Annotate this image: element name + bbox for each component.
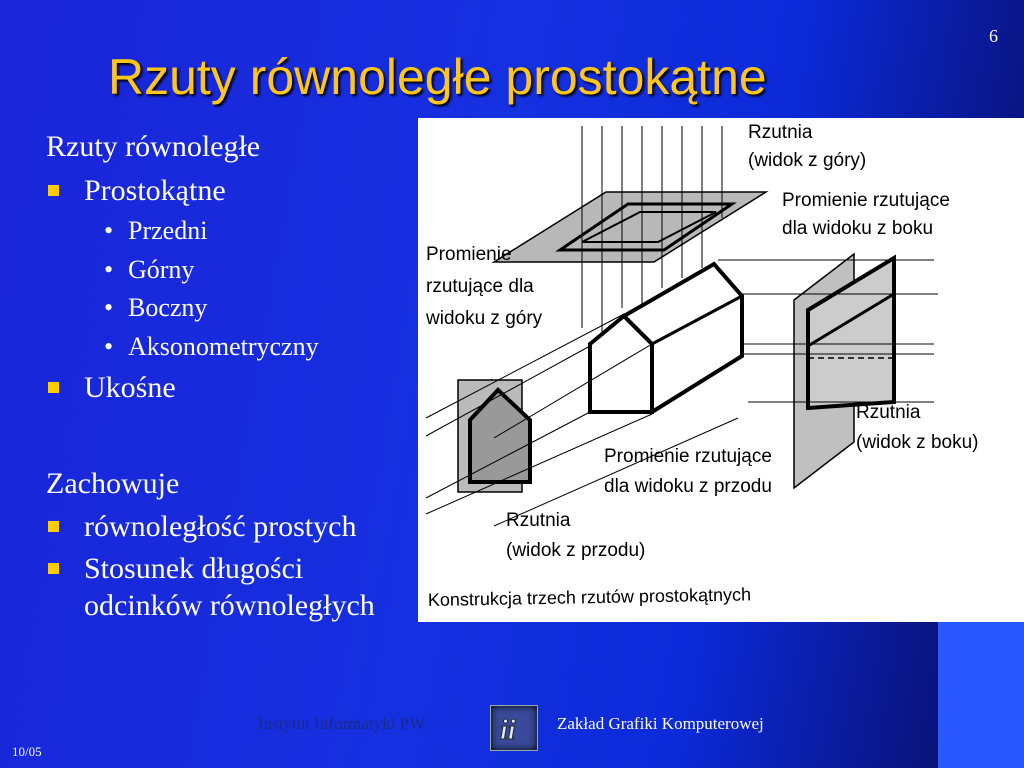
bullet-item: Stosunek długości odcinków równoległych (46, 550, 426, 625)
footer-department: Zakład Grafiki Komputerowej (557, 714, 764, 733)
square-bullet-icon (48, 521, 59, 532)
sub-bullet-item: • Górny (46, 254, 426, 287)
institute-logo (490, 705, 538, 751)
bullet-item: równoległość prostych (46, 508, 426, 546)
logo-text: ii (500, 715, 516, 746)
bullet-item: Ukośne (46, 369, 426, 407)
heading-parallel: Rzuty równoległe (46, 130, 261, 163)
dot-bullet-icon: • (104, 293, 114, 322)
corner-decoration (938, 622, 1024, 768)
slide-title: Rzuty równoległe prostokątne (108, 49, 767, 105)
label-front-rays: Promienie rzutujące dla widoku z przodu (604, 446, 772, 497)
sub-bullet-item: • Boczny (46, 292, 426, 325)
square-bullet-icon (48, 563, 59, 574)
label-top-rays: Promienie rzutujące dla widoku z góry (426, 244, 543, 329)
footer-date: 10/05 (12, 744, 42, 759)
sub-bullet-item: • Aksonometryczny (46, 331, 426, 364)
sub-bullet-item: • Przedni (46, 215, 426, 248)
slide-number: 6 (989, 26, 998, 46)
dot-bullet-icon: • (104, 254, 114, 284)
dot-bullet-icon: • (104, 216, 114, 245)
footer-institute: Instytut Informatyki PW (258, 714, 426, 733)
label-top-plane: Rzutnia (widok z góry) (748, 122, 867, 171)
label-side-rays: Promienie rzutujące dla widoku z boku (782, 190, 950, 239)
label-front-plane: Rzutnia (widok z przodu) (506, 510, 646, 561)
heading-preserves: Zachowuje (46, 466, 180, 500)
dot-bullet-icon: • (104, 331, 114, 361)
projection-figure (418, 118, 1024, 622)
square-bullet-icon (48, 382, 59, 393)
square-bullet-icon (48, 185, 59, 196)
figure-caption: Konstrukcja trzech rzutów prostokątnych (427, 584, 752, 610)
slide-body (46, 128, 426, 629)
bullet-item: Prostokątne (46, 172, 426, 210)
label-side-plane: Rzutnia (widok z boku) (856, 402, 979, 453)
